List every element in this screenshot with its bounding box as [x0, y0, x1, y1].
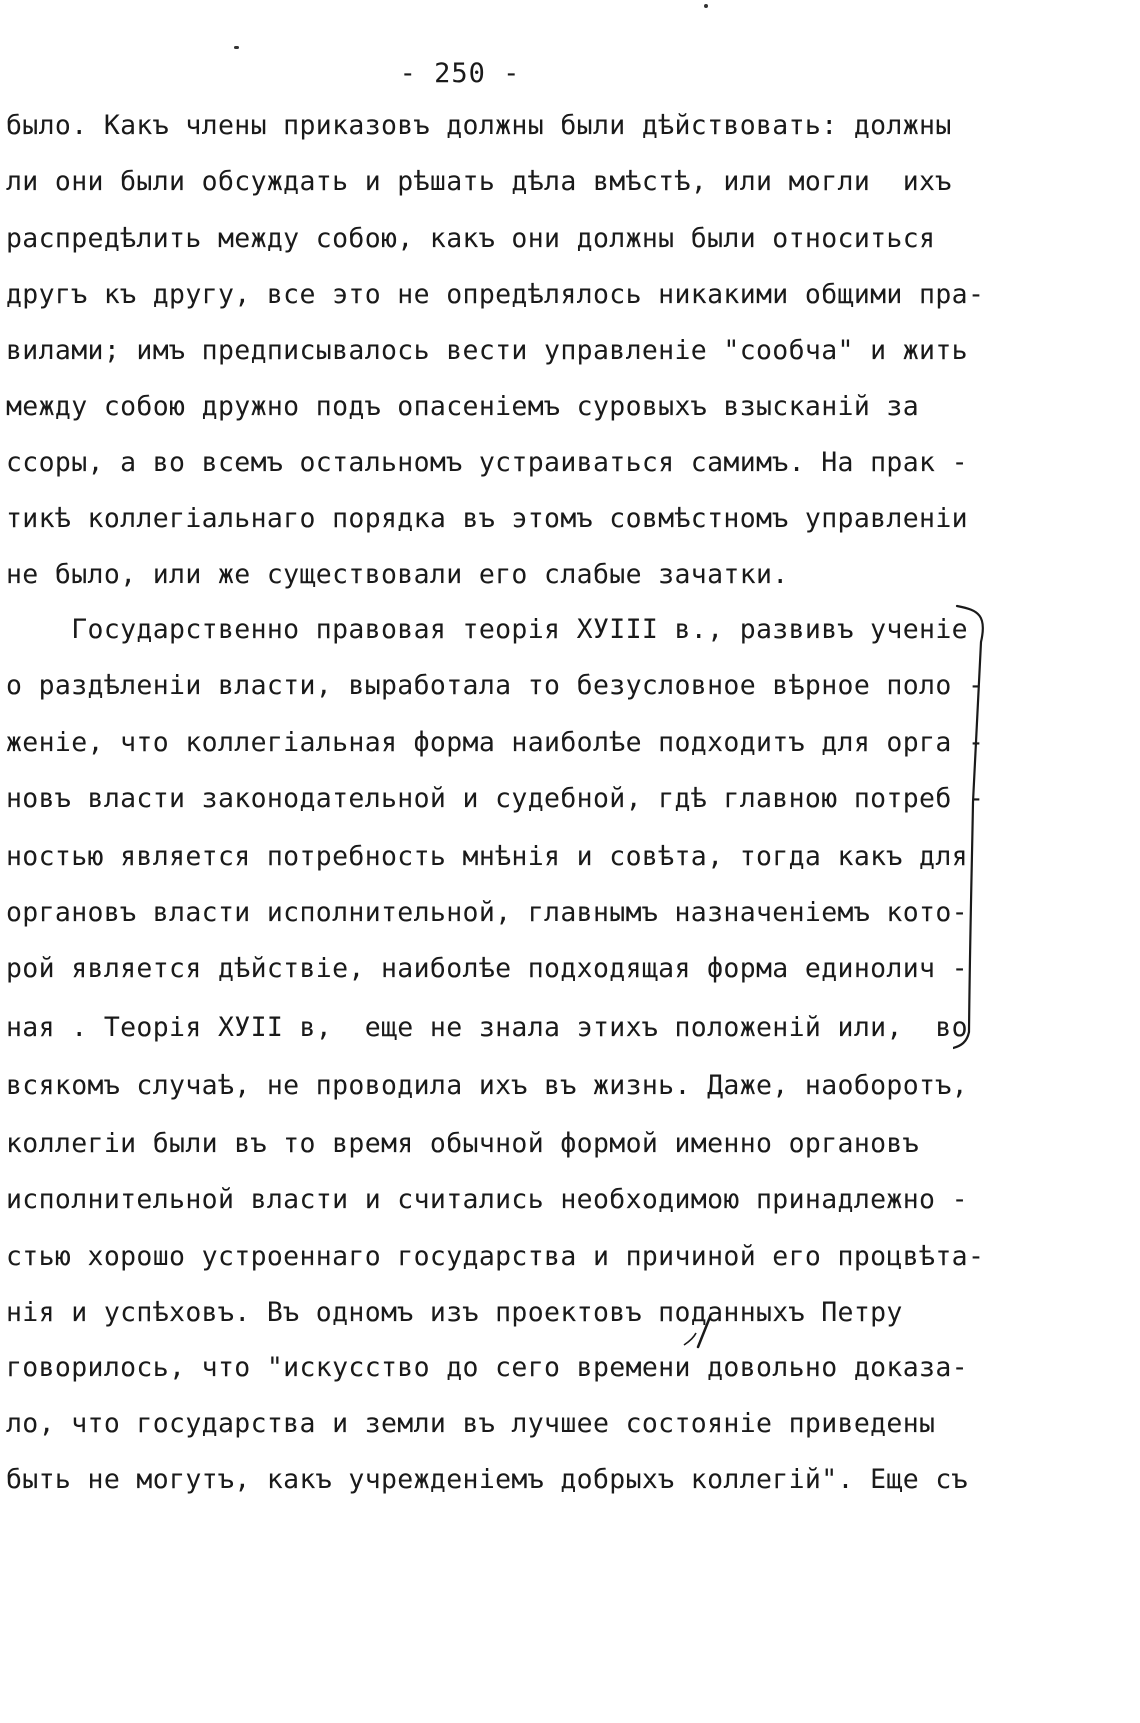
text-line: вилами; имъ предписывалось вести управленіе "сообча" и жить: [6, 335, 968, 366]
text-line: быть не могутъ, какъ учрежденіемъ добрыхъ коллегій". Еще съ: [6, 1464, 968, 1495]
speck-mark: [234, 46, 239, 49]
text-line: другъ къ другу, все это не опредѣлялось никакими общими пра-: [6, 279, 985, 310]
text-line: рой является дѣйствіе, наиболѣе подходящая форма единолич -: [6, 953, 968, 984]
handwritten-correction-mark: [680, 1315, 720, 1349]
margin-bracket-mark: [953, 602, 995, 1050]
text-line: говорилось, что "искусство до сего времени довольно доказа-: [6, 1352, 968, 1383]
text-line: стью хорошо устроеннаго государства и причиной его процвѣта-: [6, 1241, 985, 1272]
text-line: ностью является потребность мнѣнія и совѣта, тогда какъ для: [6, 841, 968, 872]
text-line: нія и успѣховъ. Въ одномъ изъ проектовъ поданныхъ Петру: [6, 1297, 903, 1328]
text-line: коллегіи были въ то время обычной формой именно органовъ: [6, 1128, 920, 1159]
text-line: распредѣлить между собою, какъ они должны были относиться: [6, 223, 936, 254]
text-line: всякомъ случаѣ, не проводила ихъ въ жизнь. Даже, наоборотъ,: [6, 1070, 968, 1101]
text-line: женіе, что коллегіальная форма наиболѣе подходитъ для орга -: [6, 727, 985, 758]
text-line: тикѣ коллегіальнаго порядка въ этомъ совмѣстномъ управленіи: [6, 503, 968, 534]
text-line: исполнительной власти и считались необходимою принадлежно -: [6, 1184, 968, 1215]
text-line: органовъ власти исполнительной, главнымъ назначеніемъ кото-: [6, 897, 968, 928]
text-line: между собою дружно подъ опасеніемъ суровыхъ взысканій за: [6, 391, 920, 422]
text-line: не было, или же существовали его слабые зачатки.: [6, 559, 789, 590]
text-line: Государственно правовая теорія ХУIII в., развивъ ученіе: [6, 614, 968, 645]
text-line: новъ власти законодательной и судебной, гдѣ главною потреб -: [6, 783, 985, 814]
text-line: ная . Теорія ХУII в, еще не знала этихъ положеній или, во: [6, 1012, 968, 1043]
text-line: ссоры, а во всемъ остальномъ устраиваться самимъ. На прак -: [6, 447, 968, 478]
page-number: - 250 -: [399, 58, 521, 89]
speck-mark: [704, 4, 708, 8]
text-line: было. Какъ члены приказовъ должны были дѣйствовать: должны: [6, 110, 952, 141]
text-line: ло, что государства и земли въ лучшее состояніе приведены: [6, 1408, 936, 1439]
text-line: ли они были обсуждать и рѣшать дѣла вмѣстѣ, или могли ихъ: [6, 166, 952, 197]
text-line: о раздѣленіи власти, выработала то безусловное вѣрное поло -: [6, 670, 985, 701]
